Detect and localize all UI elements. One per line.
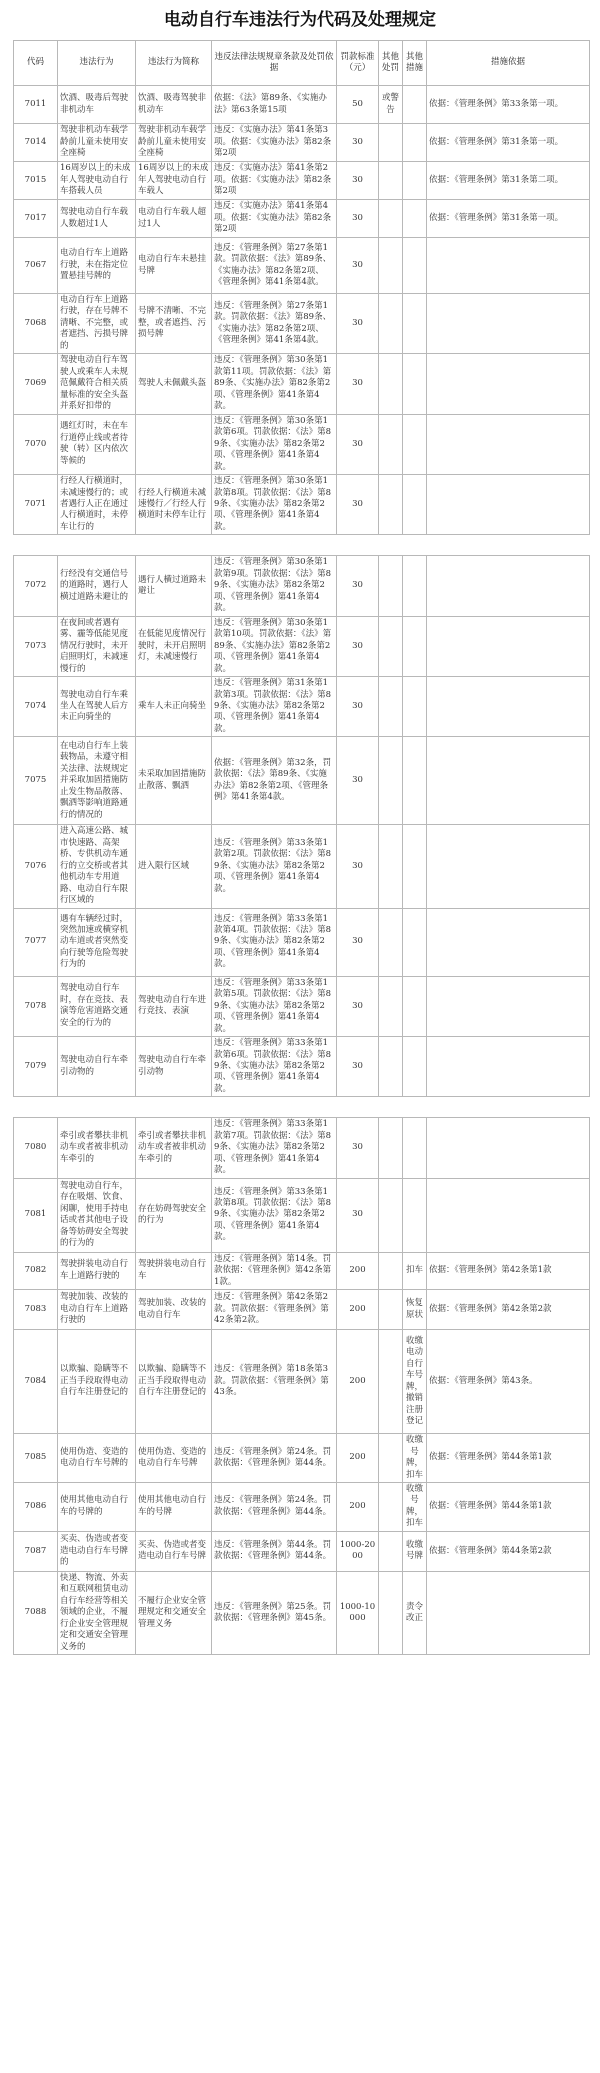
table-row [14,1330,590,1434]
fine-cell: 1000-10000 [337,1571,379,1654]
brief-cell: 遇行人横过道路未避让 [136,556,212,616]
code-cell: 7084 [14,1330,58,1434]
measure-cell: 收缴号牌 [403,1531,427,1571]
measure-basis-cell: 依据：《管理条例》第31条第一项。 [427,200,590,238]
violation-cell: 行经人行横道时，未减速慢行的；或者遇行人正在通过人行横道时，未停车让行的 [58,475,136,535]
measure-cell [403,124,427,162]
violation-table [13,40,590,1655]
measure-cell [403,200,427,238]
measure-basis-cell: 依据：《管理条例》第44条第1款 [427,1434,590,1483]
code-cell: 7081 [14,1178,58,1252]
violation-cell: 牵引或者攀扶非机动车或者被非机动车牵引的 [58,1118,136,1178]
brief-cell: 驾驶人未佩戴头盔 [136,354,212,414]
measure-basis-cell: 依据：《管理条例》第31条第二项。 [427,162,590,200]
other-penalty-cell [379,475,403,535]
other-penalty-cell [379,1037,403,1097]
brief-cell: 不履行企业安全管理规定和交通安全管理义务 [136,1571,212,1654]
basis-cell: 违反：《管理条例》第18条第3款。罚款依据：《管理条例》第43条。 [212,1330,337,1434]
page-gap [14,535,590,556]
table-row [14,1483,590,1532]
table-row [14,354,590,414]
table-row [14,1118,590,1178]
violation-cell: 使用其他电动自行车的号牌的 [58,1483,136,1532]
measure-cell [403,1178,427,1252]
table-row [14,825,590,908]
brief-cell: 进入限行区域 [136,825,212,908]
table-row [14,677,590,737]
header-other-measure: 其他措施 [403,41,427,86]
fine-cell: 30 [337,294,379,354]
other-penalty-cell [379,1290,403,1330]
measure-basis-cell [427,1118,590,1178]
measure-cell: 扣车 [403,1252,427,1289]
fine-cell: 50 [337,86,379,124]
code-cell: 7088 [14,1571,58,1654]
header-measure-basis: 措施依据 [427,41,590,86]
measure-basis-cell: 依据：《管理条例》第42条第2款 [427,1290,590,1330]
fine-cell: 30 [337,1178,379,1252]
fine-cell: 200 [337,1290,379,1330]
table-row [14,1571,590,1654]
measure-cell [403,86,427,124]
measure-cell [403,475,427,535]
fine-cell: 30 [337,200,379,238]
code-cell: 7074 [14,677,58,737]
code-cell: 7073 [14,616,58,676]
violation-cell: 行经没有交通信号的道路时，遇行人横过道路未避让的 [58,556,136,616]
other-penalty-cell [379,677,403,737]
fine-cell: 30 [337,238,379,294]
measure-basis-cell: 依据：《管理条例》第44条第2款 [427,1531,590,1571]
measure-cell [403,1118,427,1178]
basis-cell: 违反：《管理条例》第42条第2款。罚款依据：《管理条例》第42条第2款。 [212,1290,337,1330]
code-cell: 7085 [14,1434,58,1483]
measure-basis-cell [427,616,590,676]
measure-basis-cell [427,354,590,414]
violation-cell: 饮酒、吸毒后驾驶非机动车 [58,86,136,124]
other-penalty-cell [379,908,403,976]
violation-cell: 快递、物流、外卖和互联网租赁电动自行车经营等相关领域的企业，不履行企业安全管理规定和交通安全管理义务的 [58,1571,136,1654]
measure-cell: 收缴号牌，扣车 [403,1483,427,1532]
basis-cell: 违反：《管理条例》第30条第1款第8项。罚款依据：《法》第89条、《实施办法》第82条第2项、《管理条例》第41条第4款。 [212,475,337,535]
header-brief: 违法行为简称 [136,41,212,86]
code-cell: 7079 [14,1037,58,1097]
brief-cell: 驾驶非机动车载学龄前儿童未使用安全座椅 [136,124,212,162]
fine-cell: 30 [337,677,379,737]
fine-cell: 30 [337,616,379,676]
violation-cell: 驾驶电动自行车时，存在竞技、表演等危害道路交通安全的行为的 [58,976,136,1036]
code-cell: 7077 [14,908,58,976]
other-penalty-cell [379,1178,403,1252]
measure-basis-cell [427,908,590,976]
violation-cell: 电动自行车上道路行驶，未在指定位置悬挂号牌的 [58,238,136,294]
brief-cell: 买卖、伪造或者变造电动自行车号牌 [136,1531,212,1571]
basis-cell: 依据：《管理条例》第32条，罚款依据：《法》第89条、《实施办法》第82条第2项、《管理条例》第41条第4款。 [212,737,337,825]
code-cell: 7014 [14,124,58,162]
table-row [14,616,590,676]
table-row [14,124,590,162]
brief-cell: 在低能见度情况行驶时，未开启照明灯，未减速慢行 [136,616,212,676]
basis-cell: 违反：《管理条例》第33条第1款第6项。罚款依据：《法》第89条、《实施办法》第82条第2项、《管理条例》第41条第4款。 [212,1037,337,1097]
table-row [14,294,590,354]
fine-cell: 30 [337,1118,379,1178]
table-row [14,908,590,976]
brief-cell: 以欺骗、隐瞒等不正当手段取得电动自行车注册登记的 [136,1330,212,1434]
header-violation: 违法行为 [58,41,136,86]
basis-cell: 违反：《管理条例》第30条第1款第11项。罚款依据：《法》第89条、《实施办法》第82条第2项、《管理条例》第41条第4款。 [212,354,337,414]
measure-cell [403,414,427,474]
violation-cell: 遇红灯时，未在车行道停止线或者待驶（转）区内依次等候的 [58,414,136,474]
brief-cell: 电动自行车未悬挂号牌 [136,238,212,294]
page-gap-cell [14,535,590,556]
header-fine: 罚款标准（元） [337,41,379,86]
measure-basis-cell: 依据：《管理条例》第43条。 [427,1330,590,1434]
fine-cell: 30 [337,124,379,162]
table-row [14,976,590,1036]
fine-cell: 30 [337,737,379,825]
brief-cell: 饮酒、吸毒驾驶非机动车 [136,86,212,124]
other-penalty-cell [379,1571,403,1654]
basis-cell: 违反：《管理条例》第25条。罚款依据：《管理条例》第45条。 [212,1571,337,1654]
code-cell: 7083 [14,1290,58,1330]
other-penalty-cell [379,825,403,908]
fine-cell: 200 [337,1330,379,1434]
measure-basis-cell [427,414,590,474]
measure-basis-cell: 依据：《管理条例》第42条第1款 [427,1252,590,1289]
fine-cell: 200 [337,1483,379,1532]
violation-cell: 进入高速公路、城市快速路、高架桥、专供机动车通行的立交桥或者其他机动车专用道路、电动自行车限行区域的 [58,825,136,908]
table-row [14,475,590,535]
basis-cell: 违反：《管理条例》第33条第1款第4项。罚款依据：《法》第89条、《实施办法》第82条第2项、《管理条例》第41条第4款。 [212,908,337,976]
measure-cell [403,616,427,676]
measure-basis-cell: 依据：《管理条例》第31条第一项。 [427,124,590,162]
basis-cell: 违反：《管理条例》第24条。罚款依据：《管理条例》第44条。 [212,1434,337,1483]
table-row [14,414,590,474]
brief-cell: 牵引或者攀扶非机动车或者被非机动车牵引的 [136,1118,212,1178]
fine-cell: 200 [337,1252,379,1289]
other-penalty-cell [379,238,403,294]
violation-cell: 16周岁以上的未成年人驾驶电动自行车搭载人员 [58,162,136,200]
brief-cell: 电动自行车载人超过1人 [136,200,212,238]
other-penalty-cell [379,1483,403,1532]
basis-cell: 违反：《管理条例》第33条第1款第2项。罚款依据：《法》第89条、《实施办法》第82条第2项、《管理条例》第41条第4款。 [212,825,337,908]
table-header-row [14,41,590,86]
violation-cell: 驾驶电动自行车驾驶人或乘车人未规范佩戴符合相关质量标准的安全头盔并系好扣带的 [58,354,136,414]
violation-cell: 买卖、伪造或者变造电动自行车号牌的 [58,1531,136,1571]
basis-cell: 违反：《管理条例》第30条第1款第9项。罚款依据：《法》第89条、《实施办法》第82条第2项、《管理条例》第41条第4款。 [212,556,337,616]
brief-cell: 号牌不清晰、不完整，或者遮挡、污损号牌 [136,294,212,354]
measure-basis-cell [427,1571,590,1654]
brief-cell: 驾驶加装、改装的电动自行车 [136,1290,212,1330]
measure-cell: 责令改正 [403,1571,427,1654]
code-cell: 7015 [14,162,58,200]
measure-cell [403,556,427,616]
other-penalty-cell [379,354,403,414]
basis-cell: 违反：《管理条例》第30条第1款第10项。罚款依据：《法》第89条、《实施办法》第82条第2项、《管理条例》第41条第4款。 [212,616,337,676]
brief-cell: 驾驶电动自行车进行竞技、表演 [136,976,212,1036]
measure-cell [403,825,427,908]
violation-cell: 在电动自行车上装载物品，未遵守相关法律、法规规定并采取加固措施防止发生物品散落、飘洒等影响道路通行的情况的 [58,737,136,825]
other-penalty-cell [379,1434,403,1483]
basis-cell: 违反：《实施办法》第41条第3项。依据：《实施办法》第82条第2项 [212,124,337,162]
table-row [14,1178,590,1252]
basis-cell: 依据：《法》第89条、《实施办法》第63条第15项 [212,86,337,124]
code-cell: 7072 [14,556,58,616]
code-cell: 7070 [14,414,58,474]
fine-cell: 30 [337,825,379,908]
basis-cell: 违反：《实施办法》第41条第2项。依据：《实施办法》第82条第2项 [212,162,337,200]
code-cell: 7017 [14,200,58,238]
fine-cell: 30 [337,556,379,616]
other-penalty-cell [379,976,403,1036]
measure-cell [403,294,427,354]
header-other-penalty: 其他处罚 [379,41,403,86]
other-penalty-cell [379,200,403,238]
other-penalty-cell [379,556,403,616]
fine-cell: 30 [337,475,379,535]
code-cell: 7071 [14,475,58,535]
code-cell: 7076 [14,825,58,908]
measure-basis-cell [427,825,590,908]
table-row [14,1037,590,1097]
other-penalty-cell [379,1531,403,1571]
other-penalty-cell [379,294,403,354]
table-row [14,1290,590,1330]
measure-basis-cell [427,556,590,616]
code-cell: 7080 [14,1118,58,1178]
basis-cell: 违反：《管理条例》第33条第1款第7项。罚款依据：《法》第89条、《实施办法》第82条第2项、《管理条例》第41条第4款。 [212,1118,337,1178]
fine-cell: 30 [337,976,379,1036]
other-penalty-cell [379,1330,403,1434]
measure-cell [403,238,427,294]
measure-basis-cell [427,238,590,294]
measure-cell: 收缴电动自行车号牌，撤销注册登记 [403,1330,427,1434]
table-row [14,556,590,616]
brief-cell: 乘车人未正向骑坐 [136,677,212,737]
measure-basis-cell [427,677,590,737]
measure-basis-cell [427,737,590,825]
other-penalty-cell [379,414,403,474]
page-title: 电动自行车违法行为代码及处理规定 [164,10,436,30]
basis-cell: 违反：《管理条例》第30条第1款第6项。罚款依据：《法》第89条、《实施办法》第82条第2项、《管理条例》第41条第4款。 [212,414,337,474]
table-row [14,1252,590,1289]
violation-cell: 在夜间或者遇有雾、霾等低能见度情况行驶时，未开启照明灯，未减速慢行的 [58,616,136,676]
code-cell: 7069 [14,354,58,414]
basis-cell: 违反：《管理条例》第27条第1款。罚款依据：《法》第89条、《实施办法》第82条第2项、《管理条例》第41条第4款。 [212,238,337,294]
brief-cell: 未采取加固措施防止散落、飘洒 [136,737,212,825]
violation-cell: 驾驶电动自行车牵引动物的 [58,1037,136,1097]
brief-cell: 使用其他电动自行车的号牌 [136,1483,212,1532]
brief-cell [136,908,212,976]
violation-cell: 驾驶电动自行车载人数超过1人 [58,200,136,238]
fine-cell: 1000-2000 [337,1531,379,1571]
fine-cell: 30 [337,1037,379,1097]
basis-cell: 违反：《管理条例》第33条第1款第5项。罚款依据：《法》第89条、《实施办法》第82条第2项、《管理条例》第41条第4款。 [212,976,337,1036]
code-cell: 7082 [14,1252,58,1289]
brief-cell [136,414,212,474]
measure-basis-cell [427,475,590,535]
code-cell: 7067 [14,238,58,294]
table-row [14,1434,590,1483]
violation-cell: 电动自行车上道路行驶，存在号牌不清晰、不完整，或者遮挡、污损号牌的 [58,294,136,354]
violation-cell: 驾驶加装、改装的电动自行车上道路行驶的 [58,1290,136,1330]
header-basis: 违反法律法规规章条款及处罚依据 [212,41,337,86]
violation-cell: 驾驶电动自行车，存在吸烟、饮食、闲聊，使用手持电话或者其他电子设备等妨碍安全驾驶的行为的 [58,1178,136,1252]
measure-basis-cell: 依据：《管理条例》第44条第1款 [427,1483,590,1532]
basis-cell: 违反：《管理条例》第24条。罚款依据：《管理条例》第44条。 [212,1483,337,1532]
basis-cell: 违反：《实施办法》第41条第4项。依据：《实施办法》第82条第2项 [212,200,337,238]
table-row [14,238,590,294]
other-penalty-cell: 或警告 [379,86,403,124]
measure-cell [403,162,427,200]
other-penalty-cell [379,737,403,825]
table-row [14,200,590,238]
code-cell: 7087 [14,1531,58,1571]
violation-cell: 遇有车辆经过时，突然加速或横穿机动车道或者突然变向行驶等危险驾驶行为的 [58,908,136,976]
table-row [14,1531,590,1571]
page-gap-cell [14,1097,590,1118]
measure-basis-cell [427,1037,590,1097]
measure-basis-cell [427,976,590,1036]
measure-cell [403,677,427,737]
table-row [14,162,590,200]
measure-cell [403,1037,427,1097]
basis-cell: 违反：《管理条例》第44条。罚款依据：《管理条例》第44条。 [212,1531,337,1571]
table-row [14,737,590,825]
brief-cell: 行经人行横道未减速慢行／行经人行横道时未停车让行 [136,475,212,535]
code-cell: 7011 [14,86,58,124]
basis-cell: 违反：《管理条例》第31条第1款第3项。罚款依据：《法》第89条、《实施办法》第82条第2项、《管理条例》第41条第4款。 [212,677,337,737]
measure-cell [403,908,427,976]
fine-cell: 200 [337,1434,379,1483]
other-penalty-cell [379,124,403,162]
fine-cell: 30 [337,414,379,474]
measure-cell [403,737,427,825]
basis-cell: 违反：《管理条例》第33条第1款第8项。罚款依据：《法》第89条、《实施办法》第82条第2项、《管理条例》第41条第4款。 [212,1178,337,1252]
violation-cell: 驾驶非机动车载学龄前儿童未使用安全座椅 [58,124,136,162]
measure-cell [403,354,427,414]
measure-basis-cell [427,294,590,354]
measure-cell: 恢复原状 [403,1290,427,1330]
brief-cell: 驾驶电动自行车牵引动物 [136,1037,212,1097]
violation-cell: 使用伪造、变造的电动自行车号牌的 [58,1434,136,1483]
table-row [14,86,590,124]
measure-basis-cell: 依据：《管理条例》第33条第一项。 [427,86,590,124]
other-penalty-cell [379,1252,403,1289]
violation-cell: 驾驶拼装电动自行车上道路行驶的 [58,1252,136,1289]
code-cell: 7086 [14,1483,58,1532]
fine-cell: 30 [337,354,379,414]
brief-cell: 驾驶拼装电动自行车 [136,1252,212,1289]
other-penalty-cell [379,162,403,200]
brief-cell: 16周岁以上的未成年人驾驶电动自行车载人 [136,162,212,200]
page-gap [14,1097,590,1118]
code-cell: 7068 [14,294,58,354]
other-penalty-cell [379,1118,403,1178]
code-cell: 7078 [14,976,58,1036]
code-cell: 7075 [14,737,58,825]
fine-cell: 30 [337,908,379,976]
header-code: 代码 [14,41,58,86]
measure-basis-cell [427,1178,590,1252]
fine-cell: 30 [337,162,379,200]
measure-cell [403,976,427,1036]
violation-cell: 驾驶电动自行车乘坐人在驾驶人后方未正向骑坐的 [58,677,136,737]
other-penalty-cell [379,616,403,676]
brief-cell: 使用伪造、变造的电动自行车号牌 [136,1434,212,1483]
brief-cell: 存在妨碍驾驶安全的行为 [136,1178,212,1252]
measure-cell: 收缴号牌，扣车 [403,1434,427,1483]
basis-cell: 违反：《管理条例》第14条。罚款依据：《管理条例》第42条第1款。 [212,1252,337,1289]
basis-cell: 违反：《管理条例》第27条第1款。罚款依据：《法》第89条、《实施办法》第82条第2项、《管理条例》第41条第4款。 [212,294,337,354]
violation-cell: 以欺骗、隐瞒等不正当手段取得电动自行车注册登记的 [58,1330,136,1434]
